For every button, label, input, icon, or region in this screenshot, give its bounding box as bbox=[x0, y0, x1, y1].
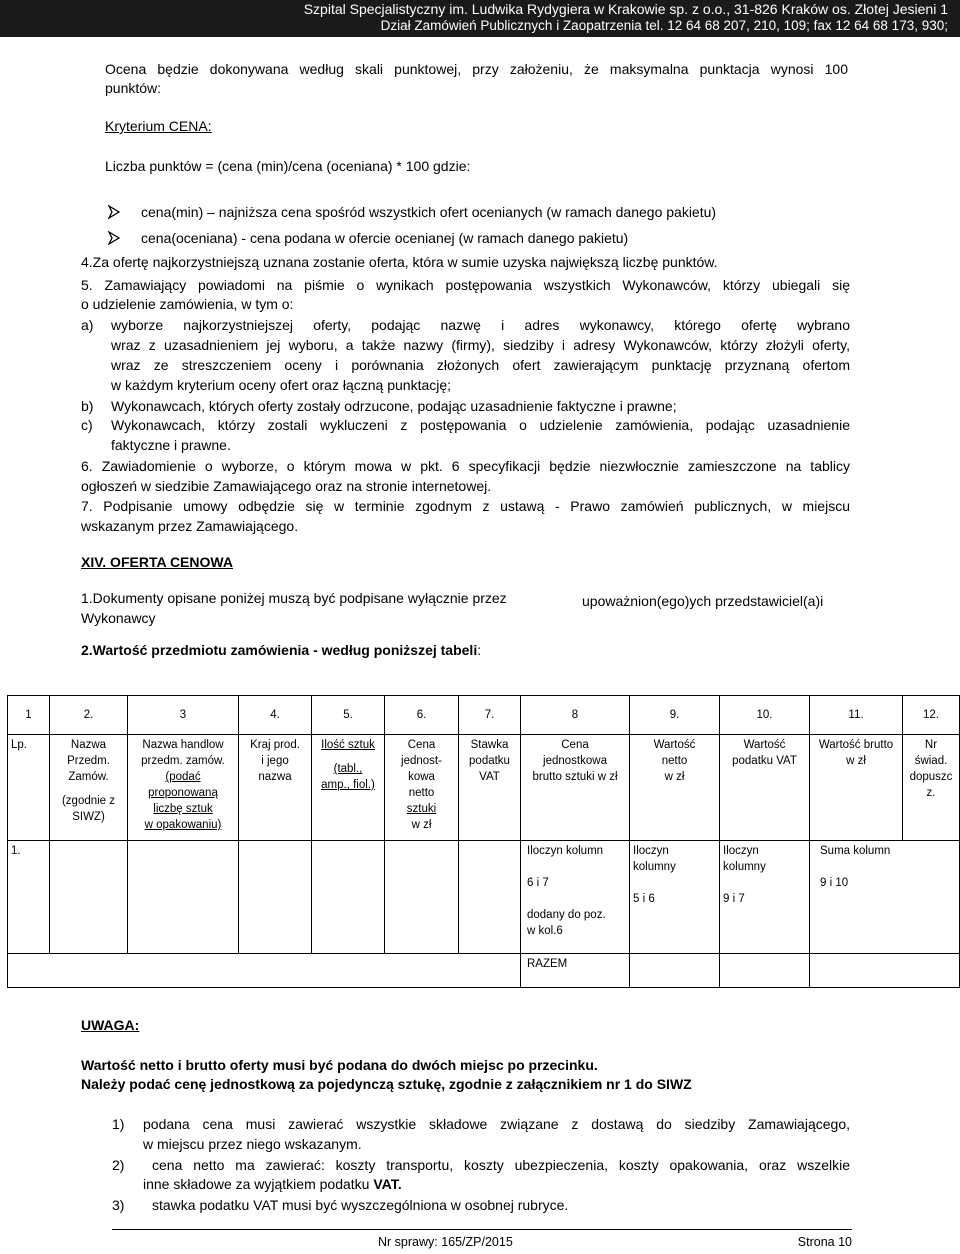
page-footer bbox=[112, 1229, 852, 1254]
table-header-kraj bbox=[239, 735, 312, 841]
table-header-text: (zgodnie z bbox=[61, 795, 116, 807]
arrow-bullet-icon bbox=[107, 203, 121, 219]
table-header-text: jednostkowa bbox=[543, 755, 607, 767]
table-header-text: nazwa bbox=[258, 771, 292, 783]
table-header-stawka bbox=[459, 735, 521, 841]
page-header bbox=[0, 0, 960, 37]
table-cell-text: dodany do poz. bbox=[527, 909, 606, 921]
table-header-text: liczbę sztuk bbox=[153, 803, 213, 815]
table-header-text: Wartość brutto bbox=[818, 739, 894, 751]
table-cell bbox=[459, 841, 521, 954]
intro-line-1: Ocena będzie dokonywana według skali punktowej, przy założeniu, że maksymalna punktacja wynosi 100 bbox=[105, 61, 848, 77]
table-cell: 4. bbox=[239, 696, 312, 735]
table-header-text: kowa bbox=[408, 771, 435, 783]
table-header-text: proponowaną bbox=[148, 787, 218, 799]
table-cell bbox=[521, 841, 630, 954]
section-point-2-colon: : bbox=[477, 642, 482, 658]
table-header-text: netto bbox=[408, 787, 435, 799]
section-point-1a: 1.Dokumenty opisane poniżej muszą być podpisane wyłącznie przez bbox=[81, 590, 507, 606]
table-row bbox=[8, 841, 960, 954]
table-header-text: w zł bbox=[846, 755, 866, 767]
table-header-text: Wartość bbox=[743, 739, 786, 751]
item-b-label: b) bbox=[81, 398, 94, 414]
note-item-2-line-2 bbox=[143, 1175, 402, 1194]
table-cell: 1 bbox=[8, 696, 50, 735]
section-title: XIV. OFERTA CENOWA bbox=[81, 554, 233, 570]
table-total-row bbox=[8, 954, 960, 988]
note-item-1-label: 1) bbox=[112, 1116, 125, 1132]
note-item-1-line-1: podana cena musi zawierać wszystkie składowe związane z dostawą do siedziby Zamawiającego, bbox=[143, 1116, 850, 1132]
table-header-text: dopuszc bbox=[909, 771, 953, 783]
table-cell-text: Iloczyn bbox=[723, 845, 759, 857]
criterion-heading: Kryterium CENA: bbox=[105, 118, 212, 134]
bullet-cena-oceniana: cena(oceniana) - cena podana w ofercie ocenianej (w ramach danego pakietu) bbox=[141, 230, 629, 246]
table-cell-text: Iloczyn kolumn bbox=[527, 845, 604, 857]
table-cell bbox=[128, 841, 239, 954]
table-header-text: Nazwa handlow bbox=[142, 739, 224, 751]
section-point-2-text: 2.Wartość przedmiotu zamówienia - według poniższej tabeli bbox=[81, 642, 478, 658]
table-cell: 9. bbox=[630, 696, 720, 735]
item-a-label: a) bbox=[81, 317, 94, 333]
table-header-text: Lp. bbox=[11, 739, 27, 751]
table-header-text: jednost- bbox=[401, 755, 442, 767]
table-header-text: przedm. zamów. bbox=[141, 755, 225, 767]
table-cell-text: 9 i 7 bbox=[723, 893, 745, 905]
table-cell-text: 1. bbox=[11, 845, 21, 857]
table-cell bbox=[239, 841, 312, 954]
note-item-3-label: 3) bbox=[112, 1197, 125, 1213]
table-header-wartosc-netto bbox=[630, 735, 720, 841]
table-header-text: amp., fiol.) bbox=[321, 779, 375, 791]
note-item-1-line-2: w miejscu przez niego wskazanym. bbox=[143, 1136, 362, 1152]
table-cell: 12. bbox=[903, 696, 960, 735]
table-header-text: Nr bbox=[924, 739, 938, 751]
table-cell-text: kolumny bbox=[633, 861, 676, 873]
note-item-2-label: 2) bbox=[112, 1157, 125, 1173]
table-header-text: Wartość bbox=[653, 739, 696, 751]
note-item-3-line: stawka podatku VAT musi być wyszczególniona w osobnej rubryce. bbox=[152, 1197, 569, 1213]
table-cell-text: kolumny bbox=[723, 861, 766, 873]
table-cell bbox=[810, 954, 960, 988]
table-header-text: w zł bbox=[664, 771, 685, 783]
table-header-text: Przedm. bbox=[67, 755, 110, 767]
point-7-line-1: 7. Podpisanie umowy odbędzie się w terminie zgodnym z ustawą - Prawo zamówień publicznych, w miejscu bbox=[81, 498, 850, 514]
table-header-text: podatku bbox=[469, 755, 510, 767]
table-cell-text: Iloczyn bbox=[633, 845, 669, 857]
item-a-line-3: wraz ze streszczeniem oceny i porównania złożonych ofert zawierającym punktację przyznaną ofertom bbox=[111, 357, 850, 373]
table-cell bbox=[720, 841, 810, 954]
table-header-lp bbox=[8, 735, 50, 841]
table-header-text: w opakowaniu) bbox=[144, 819, 222, 831]
table-cell bbox=[630, 954, 720, 988]
table-total-label: RAZEM bbox=[527, 958, 568, 970]
table-header-text: Kraj prod. bbox=[250, 739, 300, 751]
arrow-bullet-icon bbox=[107, 229, 121, 245]
table-header-nazwa bbox=[50, 735, 128, 841]
table-cell: 7. bbox=[459, 696, 521, 735]
table-header-text: Nazwa bbox=[70, 739, 107, 751]
note-item-2-text: inne składowe za wyjątkiem podatku bbox=[143, 1176, 370, 1192]
table-header-nr-swiad bbox=[903, 735, 960, 841]
header-department-contact: Dział Zamówień Publicznych i Zaopatrzenia tel. 12 64 68 207, 210, 109; fax 12 64 68 173, 930; bbox=[380, 18, 948, 33]
item-a-line-2: wraz z uzasadnieniem jej wyboru, a także nazwy (firmy), siedziby i adresy Wykonawców, którzy złożyli oferty, bbox=[111, 337, 850, 353]
table-header-row bbox=[8, 735, 960, 841]
table-header-wartosc-brutto bbox=[810, 735, 903, 841]
table-header-text: Cena bbox=[561, 739, 589, 751]
point-5-line-2: o udzielenie zamówienia, w tym o: bbox=[81, 296, 294, 312]
table-header-wartosc-vat bbox=[720, 735, 810, 841]
table-header-text: Cena bbox=[407, 739, 436, 751]
section-point-1-line-2: Wykonawcy bbox=[81, 610, 156, 626]
table-cell bbox=[8, 954, 521, 988]
table-cell: 11. bbox=[810, 696, 903, 735]
section-point-2 bbox=[81, 641, 481, 660]
table-header-text: (tabl., bbox=[333, 763, 363, 775]
table-cell: 3 bbox=[128, 696, 239, 735]
table-cell-text: Suma kolumn bbox=[820, 845, 891, 857]
note-item-2-vat: VAT. bbox=[373, 1176, 402, 1192]
table-header-cena-brutto bbox=[521, 735, 630, 841]
table-cell: 10. bbox=[720, 696, 810, 735]
table-header-text: netto bbox=[661, 755, 688, 767]
score-formula: Liczba punktów = (cena (min)/cena (oceniana) * 100 gdzie: bbox=[105, 158, 471, 174]
table-cell: 2. bbox=[50, 696, 128, 735]
table-header-text: w zł bbox=[411, 819, 432, 831]
note-line-2: Należy podać cenę jednostkową za pojedynczą sztukę, zgodnie z załącznikiem nr 1 do SIWZ bbox=[81, 1076, 692, 1092]
point-6-line-1: 6. Zawiadomienie o wyborze, o którym mowa w pkt. 6 specyfikacji będzie niezwłocznie zamieszczone na tablicy bbox=[81, 458, 850, 474]
price-table bbox=[7, 695, 960, 988]
case-number: Nr sprawy: 165/ZP/2015 bbox=[378, 1235, 513, 1249]
note-line-1: Wartość netto i brutto oferty musi być podana do dwóch miejsc po przecinku. bbox=[81, 1057, 598, 1073]
table-cell bbox=[50, 841, 128, 954]
point-6-line-2: ogłoszeń w siedzibie Zamawiającego oraz na stronie internetowej. bbox=[81, 478, 492, 494]
table-cell: 8 bbox=[521, 696, 630, 735]
table-header-cena-jedn bbox=[385, 735, 459, 841]
table-cell bbox=[521, 954, 630, 988]
table-header-text: brutto sztuki w zł bbox=[532, 771, 618, 783]
table-header-text: świad. bbox=[914, 755, 948, 767]
table-cell-text: w kol.6 bbox=[527, 925, 563, 937]
item-a-line-1: wyborze najkorzystniejszej oferty, podając nazwę i adres wykonawcy, którego ofertę wybrano bbox=[111, 317, 850, 333]
table-cell-text: 5 i 6 bbox=[633, 893, 655, 905]
note-heading: UWAGA: bbox=[81, 1017, 140, 1033]
table-header-text: z. bbox=[926, 787, 936, 799]
table-cell: 5. bbox=[312, 696, 385, 735]
table-column-number-row bbox=[8, 696, 960, 735]
page-number: Strona 10 bbox=[797, 1235, 852, 1249]
item-c-line-2: faktyczne i prawne. bbox=[111, 437, 231, 453]
intro-line-2: punktów: bbox=[105, 80, 162, 96]
note-item-2-line-1: cena netto ma zawierać: koszty transportu, koszty ubezpieczenia, koszty opakowania, oraz wszelkie bbox=[152, 1157, 850, 1173]
table-header-text: Ilość sztuk bbox=[321, 739, 375, 751]
table-cell: 6. bbox=[385, 696, 459, 735]
table-header-text: (podać bbox=[165, 771, 201, 783]
table-cell-text: 9 i 10 bbox=[820, 877, 849, 889]
point-7-line-2: wskazanym przez Zamawiającego. bbox=[81, 518, 299, 534]
table-header-ilosc bbox=[312, 735, 385, 841]
bullet-cena-min: cena(min) – najniższa cena spośród wszystkich ofert ocenianych (w ramach danego pakietu) bbox=[141, 204, 717, 220]
table-header-text: podatku VAT bbox=[732, 755, 797, 767]
table-cell bbox=[810, 841, 960, 954]
table-cell bbox=[312, 841, 385, 954]
table-header-text: VAT bbox=[479, 771, 500, 783]
item-a-line-4: w każdym kryterium oceny ofert oraz łączną punktację; bbox=[111, 377, 452, 393]
item-c-label: c) bbox=[81, 417, 93, 433]
item-c-line-1: Wykonawcach, którzy zostali wykluczeni z postępowania o udzielenie zamówienia, podając uzasadnienie bbox=[111, 417, 850, 433]
table-cell bbox=[630, 841, 720, 954]
point-5-line-1: 5. Zamawiający powiadomi na piśmie o wynikach postępowania wszystkich Wykonawców, którzy ubiegali się bbox=[81, 277, 850, 293]
table-header-text: Zamów. bbox=[68, 771, 109, 783]
table-header-text: sztuki bbox=[406, 803, 437, 815]
table-cell bbox=[8, 841, 50, 954]
table-header-text: Stawka bbox=[470, 739, 509, 751]
table-cell-text: 6 i 7 bbox=[527, 877, 549, 889]
table-header-text: i jego bbox=[261, 755, 289, 767]
table-header-nazwa-handlowa bbox=[128, 735, 239, 841]
header-hospital-name: Szpital Specjalistyczny im. Ludwika Rydygiera w Krakowie sp. z o.o., 31-826 Kraków os. Złotej Jesieni 1 bbox=[303, 1, 948, 17]
table-cell bbox=[720, 954, 810, 988]
section-point-1b: upoważnion(ego)ych przedstawiciel(a)i bbox=[582, 593, 824, 609]
table-cell bbox=[385, 841, 459, 954]
table-header-text: SIWZ) bbox=[72, 811, 105, 823]
point-4: 4.Za ofertę najkorzystniejszą uznana zostanie oferta, która w sumie uzyska największą liczbę punktów. bbox=[81, 254, 718, 270]
item-b-line-1: Wykonawcach, których oferty zostały odrzucone, podając uzasadnienie faktyczne i prawne; bbox=[111, 398, 677, 414]
